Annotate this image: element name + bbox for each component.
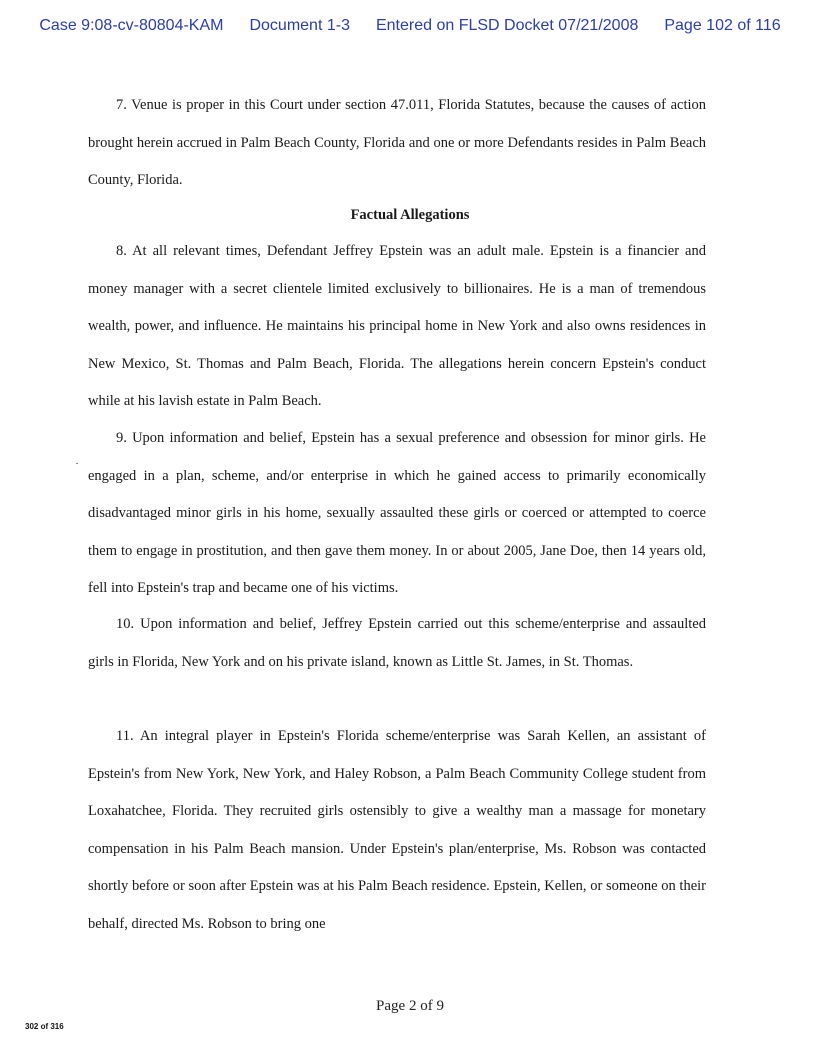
paragraph-9: 9. Upon information and belief, Epstein has a sexual preference and obsession for minor girls. He engaged in a plan, scheme, and/or enterprise in which he gained access to primarily economically disadvantaged minor girls in his home, sexually assaulted these girls or coerced or attempted to coerce them to engage in prostitution, and then gave them money. In or about 2005, Jane Doe, then 14 years old, fell into Epstein's trap and became one of his victims.	[88, 430, 706, 597]
page-number: Page 2 of 9	[376, 998, 444, 1014]
paragraph-11: 11. An integral player in Epstein's Florida scheme/enterprise was Sarah Kellen, an assistant of Epstein's from New York, New York, and Haley Robson, a Palm Beach Community College student from Loxahatchee, Florida. They recruited girls ostensibly to give a wealthy man a massage for monetary compensation in his Palm Beach mansion. Under Epstein's plan/enterprise, Ms. Robson was contacted shortly before or soon after Epstein was at his Palm Beach residence. Epstein, Kellen, or someone on their behalf, directed Ms. Robson to bring one	[88, 728, 706, 932]
docket-header-stamp	[0, 17, 820, 35]
paragraph-8: 8. At all relevant times, Defendant Jeffrey Epstein was an adult male. Epstein is a financier and money manager with a secret clientele limited exclusively to billionaires. He is a man of tremendous wealth, power, and influence. He maintains his principal home in New York and also owns residences in New Mexico, St. Thomas and Palm Beach, Florida. The allegations herein concern Epstein's conduct while at his lavish estate in Palm Beach.	[88, 243, 706, 410]
page-of-total: Page 102 of 116	[664, 17, 781, 34]
paragraph-10: 10. Upon information and belief, Jeffrey Epstein carried out this scheme/enterprise and assaulted girls in Florida, New York and on his private island, known as Little St. James, in St. Thomas.	[88, 616, 706, 670]
scan-speck	[76, 463, 78, 464]
document-number: Document 1-3	[249, 17, 350, 34]
case-number: Case 9:08-cv-80804-KAM	[39, 17, 224, 34]
paragraph-7: 7. Venue is proper in this Court under section 47.011, Florida Statutes, because the causes of action brought herein accrued in Palm Beach County, Florida and one or more Defendants resides in Palm Beach County, Florida.	[88, 97, 706, 189]
section-heading: Factual Allegations	[350, 207, 470, 223]
docket-entry: Entered on FLSD Docket 07/21/2008	[375, 17, 639, 34]
bates-stamp: 302 of 316	[25, 1022, 64, 1031]
